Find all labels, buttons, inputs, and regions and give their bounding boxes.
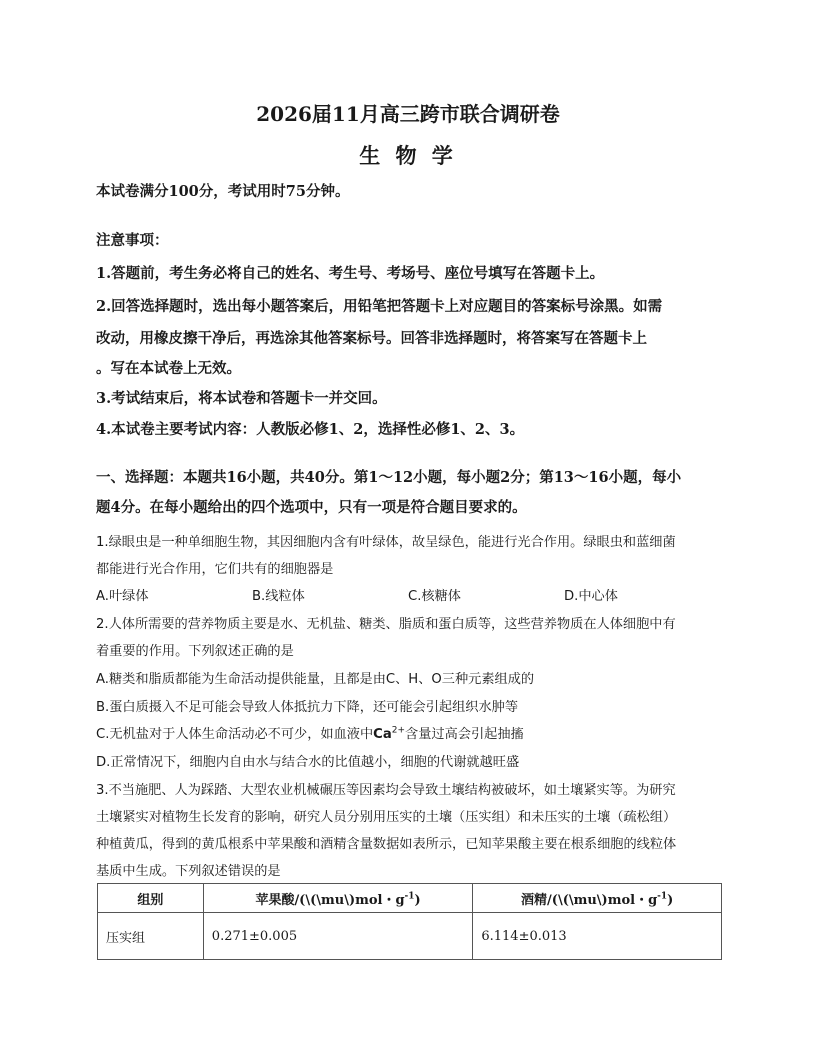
table-cell-group: 压实组: [98, 913, 204, 960]
q1-option-a: A.叶绿体: [96, 589, 149, 604]
q1-option-c: C.核糖体: [408, 589, 461, 604]
score-time-info: 本试卷满分100分，考试用时75分钟。: [96, 183, 350, 200]
calcium-ion-charge: 2+: [391, 725, 406, 736]
q1-stem-line-1: 1.绿眼虫是一种单细胞生物，其因细胞内含有叶绿体，故呈绿色，能进行光合作用。绿眼虫和蓝细菌: [96, 535, 676, 550]
notice-line-1: 1.答题前，考生务必将自己的姓名、考生号、考场号、座位号填写在答题卡上。: [96, 265, 605, 282]
table-header-alcohol: [473, 884, 722, 913]
table-header-alcohol-unit-exponent: -1: [657, 891, 668, 902]
q2-option-a: A.糖类和脂质都能为生命活动提供能量，且都是由C、H、O三种元素组成的: [96, 672, 535, 687]
q1-options: [96, 585, 716, 603]
q2-option-d: D.正常情况下，细胞内自由水与结合水的比值越小，细胞的代谢就越旺盛: [96, 755, 520, 770]
notice-heading: 注意事项：: [96, 232, 169, 249]
q2-stem-line-2: 着重要的作用。下列叙述正确的是: [96, 644, 294, 659]
table-header-row: [98, 884, 722, 913]
section-1-instruction-line-1: 一、选择题：本题共16小题，共40分。第1～12小题，每小题2分；第13～16小题，每小: [96, 469, 682, 486]
notice-line-6: 4.本试卷主要考试内容：人教版必修1、2，选择性必修1、2、3。: [96, 421, 525, 438]
table-header-malic-acid: [203, 884, 473, 913]
q3-stem-line-4: 基质中生成。下列叙述错误的是: [96, 864, 281, 879]
table-header-alcohol-text: 酒精/(\(\mu\)mol・g: [521, 892, 658, 908]
table-header-malic-acid-unit-exponent: -1: [404, 891, 415, 902]
q3-stem-line-1: 3.不当施肥、人为踩踏、大型农业机械碾压等因素均会导致土壤结构被破坏，如土壤紧实等。为研究: [96, 783, 676, 798]
table-row: [98, 913, 722, 960]
table-header-alcohol-close: ): [667, 892, 674, 908]
table-cell-malic-acid: 0.271±0.005: [203, 913, 473, 960]
table-header-group: 组别: [98, 884, 204, 913]
section-1-instruction-line-2: 题4分。在每小题给出的四个选项中，只有一项是符合题目要求的。: [96, 499, 527, 516]
table-header-malic-acid-close: ): [414, 892, 421, 908]
exam-title: 2026届11月高三跨市联合调研卷: [256, 102, 560, 126]
subject-title: 生 物 学: [359, 143, 457, 168]
table-header-malic-acid-text: 苹果酸/(\(\mu\)mol・g: [255, 892, 405, 908]
notice-line-3: 改动，用橡皮擦干净后，再选涂其他答案标号。回答非选择题时，将答案写在答题卡上: [96, 330, 647, 347]
q1-option-b: B.线粒体: [252, 589, 305, 604]
notice-line-5: 3.考试结束后，将本试卷和答题卡一并交回。: [96, 390, 387, 407]
q2-option-c-prefix: C.无机盐对于人体生命活动必不可少，如血液中: [96, 727, 374, 742]
q1-option-d: D.中心体: [564, 589, 618, 604]
q3-data-table: [97, 883, 722, 960]
calcium-ion: Ca: [373, 727, 392, 742]
q2-option-b: B.蛋白质摄入不足可能会导致人体抵抗力下降，还可能会引起组织水肿等: [96, 700, 519, 715]
notice-line-4: 。写在本试卷上无效。: [96, 360, 241, 377]
table-cell-alcohol: 6.114±0.013: [473, 913, 722, 960]
q2-option-c: [96, 723, 736, 742]
q3-stem-line-2: 土壤紧实对植物生长发育的影响，研究人员分别用压实的土壤（压实组）和未压实的土壤（疏松组）: [96, 810, 677, 825]
q1-stem-line-2: 都能进行光合作用，它们共有的细胞器是: [96, 562, 334, 577]
q3-stem-line-3: 种植黄瓜，得到的黄瓜根系中苹果酸和酒精含量数据如表所示，已知苹果酸主要在根系细胞的线粒体: [96, 837, 677, 852]
q2-stem-line-1: 2.人体所需要的营养物质主要是水、无机盐、糖类、脂质和蛋白质等，这些营养物质在人体细胞中有: [96, 617, 676, 632]
notice-line-2: 2.回答选择题时，选出每小题答案后，用铅笔把答题卡上对应题目的答案标号涂黑。如需: [96, 298, 663, 315]
q2-option-c-suffix: 含量过高会引起抽搐: [405, 727, 524, 742]
